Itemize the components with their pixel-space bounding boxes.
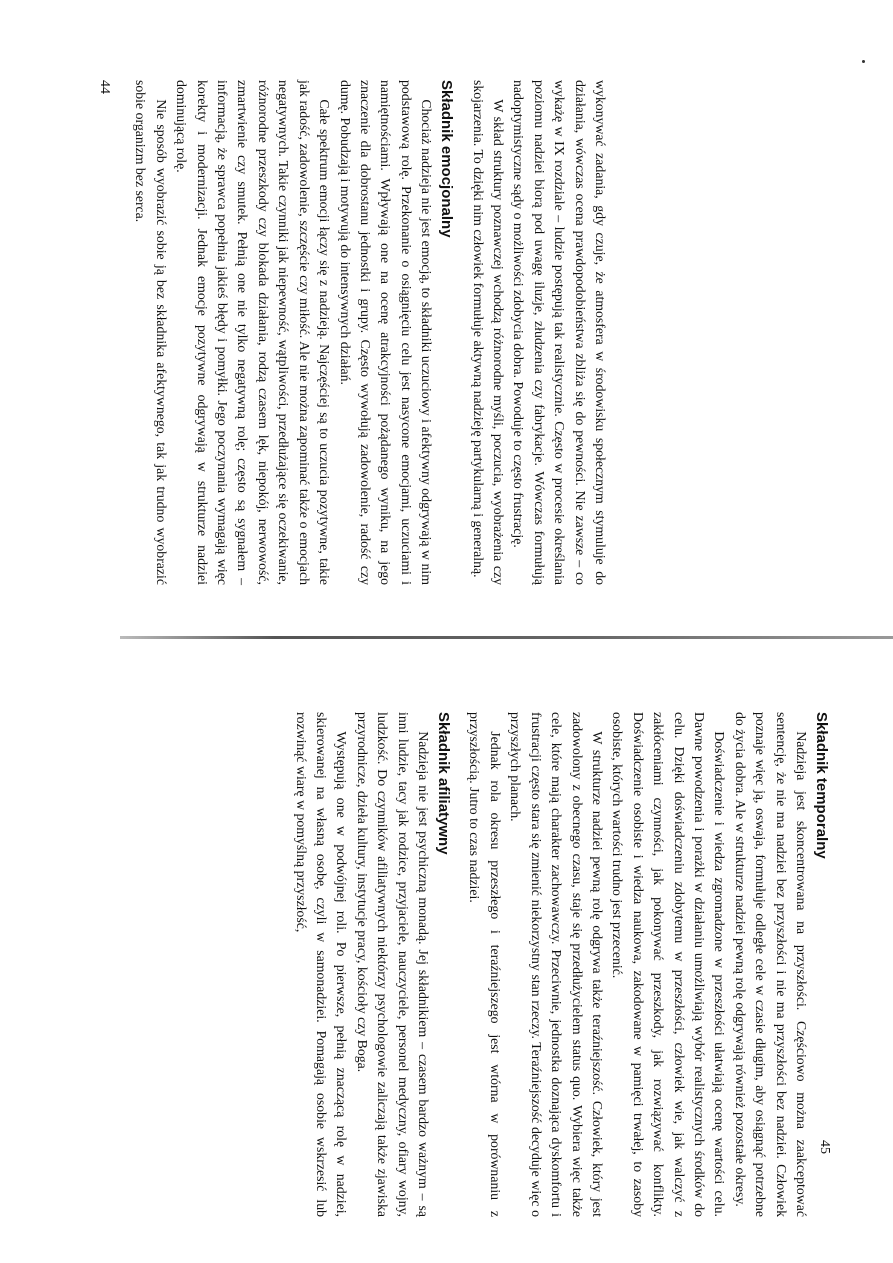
paragraph: Całe spektrum emocji łączy się z nadzieją. Najczęściej są to uczucia pozytywne, takie jak radość, zadowolenie, szczęście czy miłość. Ale nie można zapominać także o emocjach negatywnych. Takie czynniki jak niepewność, wątpliwości, przedłużające się oczekiwanie, różnorodne przeszkody czy blokada działania, rodzą czasem lęk, niepokój, nerwowość, zmartwienie czy smutek. Pełnią one nie tylko negatywną rolę; często są sygnałem – informacją, że sprawca popełnia jakieś błędy i pomyłki. Jego poczynania wymagają więc korekty i modernizacji. Jednak emocje pozytywne odgrywają w strukturze nadziei dominującą rolę. bbox=[174, 80, 333, 585]
section-heading: Składnik temporalny bbox=[813, 712, 830, 859]
paragraph: Jednak rola okresu przeszłego i teraźniejszego jest wtórna w porównaniu z przyszłością. Jutro to czas nadziei. bbox=[467, 712, 503, 1217]
paragraph: Chociaż nadzieja nie jest emocją, to składniki uczuciowy i afektywny odgrywają w nim podstawową rolę. Przekonanie o osiągnięciu celu jest nasycone emocjami, uczuciami i namiętnościami. Wpływają one na ocenę atrakcyjności pożądanego wyniku, na jego znaczenie dla dobrostanu jednostki i grupy. Często wywołują zadowolenie, radość czy dumę. Pobudzają i motywują do intensywnych działań. bbox=[337, 80, 435, 585]
paragraph: Nadzieja nie jest psychiczną monadą. Jej składnikiem – czasem bardzo ważnym – są inni ludzie, tacy jak rodzice, przyjaciele, nauczyciele, personel medyczny, ofiary wojny, ludzkość. Do czynników afiliatywnych niektórzy psychologowie zaliczają także zjawiska przyrodnicze, dzieła kultury, instytucje pracy, kościoły czy Boga. bbox=[354, 712, 432, 1217]
page-number: 45 bbox=[817, 1140, 832, 1154]
paragraph: wykonywać zadania, gdy czuje, że atmosfera w środowisku społecznym stymuluje do działania, wówczas ocena prawdopodobieństwa zbliża się do pewności. Nie zawsze – co wykażę w IX rozdziale – ludzie postępują tak realistycznie. Często w procesie określania poziomu nadziei biorą pod uwagę iluzje, złudzenia czy fabrykacje. Wówczas formułują nadoptymistyczne sądy o możliwości zdobycia dobra. Powoduje to często frustrację. bbox=[511, 80, 608, 585]
page-fold-line bbox=[120, 636, 893, 639]
paragraph: Doświadczenie i wiedza zgromadzone w przeszłości ułatwiają ocenę wartości celu. Dawne powodzenia i porażki w działaniu umożliwiają wybór realistycznych środków do celu. Dzięki doświadczeniu zdobytemu w przeszłości, człowiek wie, jak walczyć z zakłóceniami czynności, jak pokonywać przeszkody, jak rozwiązywać konflikty. Doświadczenie osobiste i wiedza naukowa, zakodowane w pamięci trwałej, to zasoby osobiste, których wartości trudno jest przecenić. bbox=[610, 712, 728, 1217]
page-44 bbox=[97, 80, 610, 585]
page-45 bbox=[110, 712, 830, 1217]
page-number: 44 bbox=[97, 80, 113, 94]
paragraph: W skład struktury poznawczej wchodzą różnorodne myśli, poczucia, wyobrażenia czy skojarzenia. To dzięki nim człowiek formułuje aktywną nadzieję partykularną i generalną. bbox=[470, 80, 506, 585]
paragraph: Nie sposób wyobrazić sobie ją bez składnika afektywnego, tak jak trudno wyobrazić sobie organizm bez serca. bbox=[133, 80, 169, 585]
paragraph: Nadzieja jest skoncentrowana na przyszłości. Częściowo można zaakceptować sentencję, że nie ma nadziei bez przyszłości i nie ma przyszłości bez nadziei. Człowiek poznaje więc ją, oswaja, formułuje odległe cele w czasie długim, aby osiągnąć potrzebne do życia dobra. Ale w strukturze nadziei pewną rolę odgrywają również pozostałe okresy. bbox=[732, 712, 809, 1217]
paragraph: Występują one w podwójnej roli. Po pierwsze, pełnią znaczącą rolę w nadziei, skierowanej na własną osobę, czyli w samonadziei. Pomagają osobie wskrzesić lub rozwinąć wiarę w pomyślną przyszłość, bbox=[293, 712, 350, 1217]
paragraph: W strukturze nadziei pewną rolę odgrywa także teraźniejszość. Człowiek, który jest zadowolony z obecnego czasu, staje się przedłużycielem status quo. Wybiera więc także cele, które mają charakter zachowawczy. Przeciwnie, jednostka doznająca dyskomfortu i frustracji często stara się zmienić niekorzystny stan rzeczy. Teraźniejszość decyduje więc o przyszłych planach. bbox=[508, 712, 605, 1217]
section-heading: Składnik emocjonalny bbox=[438, 80, 456, 238]
scan-speck bbox=[862, 60, 865, 63]
section-heading: Składnik afiliatywny bbox=[435, 712, 453, 855]
